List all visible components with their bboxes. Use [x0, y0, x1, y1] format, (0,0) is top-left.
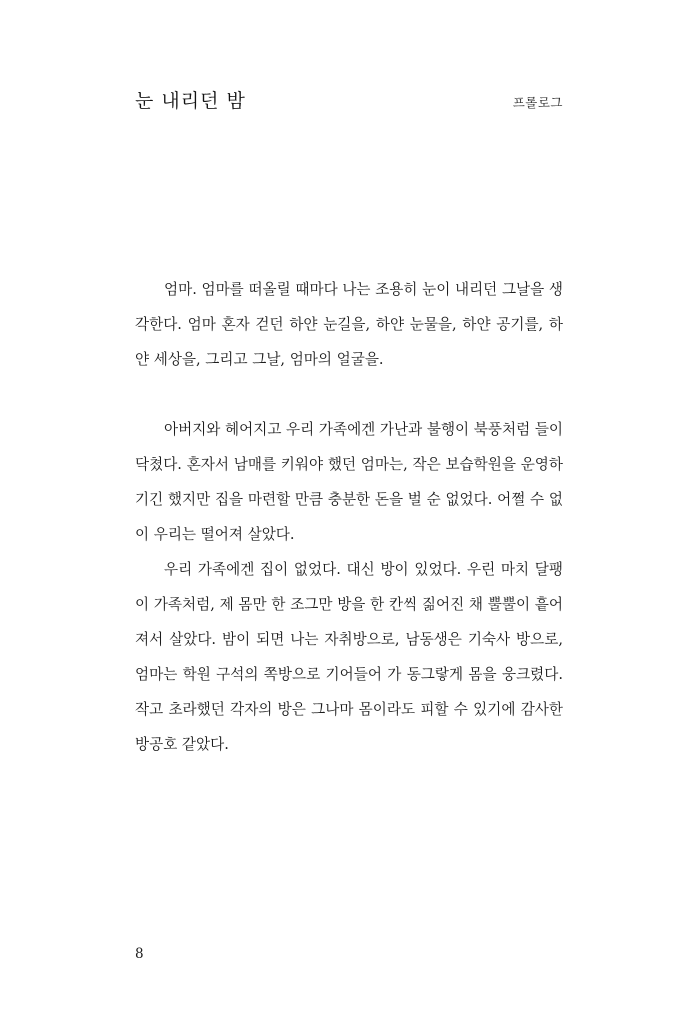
page-header: [135, 86, 563, 113]
page-number: 8: [135, 946, 144, 962]
paragraph: 엄마. 엄마를 떠올릴 때마다 나는 조용히 눈이 내리던 그날을 생각한다. 엄마 혼자 걷던 하얀 눈길을, 하얀 눈물을, 하얀 공기를, 하얀 세상을, 그리고 그날, 엄마의 얼굴을.: [135, 281, 563, 368]
chapter-title: 눈 내리던 밤: [135, 90, 246, 112]
paragraph: 아버지와 헤어지고 우리 가족에겐 가난과 불행이 북풍처럼 들이닥쳤다. 혼자서 남매를 키워야 했던 엄마는, 작은 보습학원을 운영하기긴 했지만 집을 마련할 만큼 충분한 돈을 벌 순 없었다. 어쩔 수 없이 우리는 떨어져 살았다.: [135, 421, 564, 543]
paragraph: 우리 가족에겐 집이 없었다. 대신 방이 있었다. 우린 마치 달팽이 가족처럼, 제 몸만 한 조그만 방을 한 칸씩 짊어진 채 뿔뿔이 흩어져서 살았다. 밤이 되면 나는 자취방으로, 남동생은 기숙사 방으로, 엄마는 학원 구석의 쪽방으로 기어들어 가 동그랗게 몸을 웅크렸다. 작고 초라했던 각자의 방은 그나마 몸이라도 피할 수 있기에 감사한 방공호 같았다.: [135, 561, 563, 753]
body-text: [135, 272, 563, 762]
section-label: 프롤로그: [512, 95, 563, 110]
